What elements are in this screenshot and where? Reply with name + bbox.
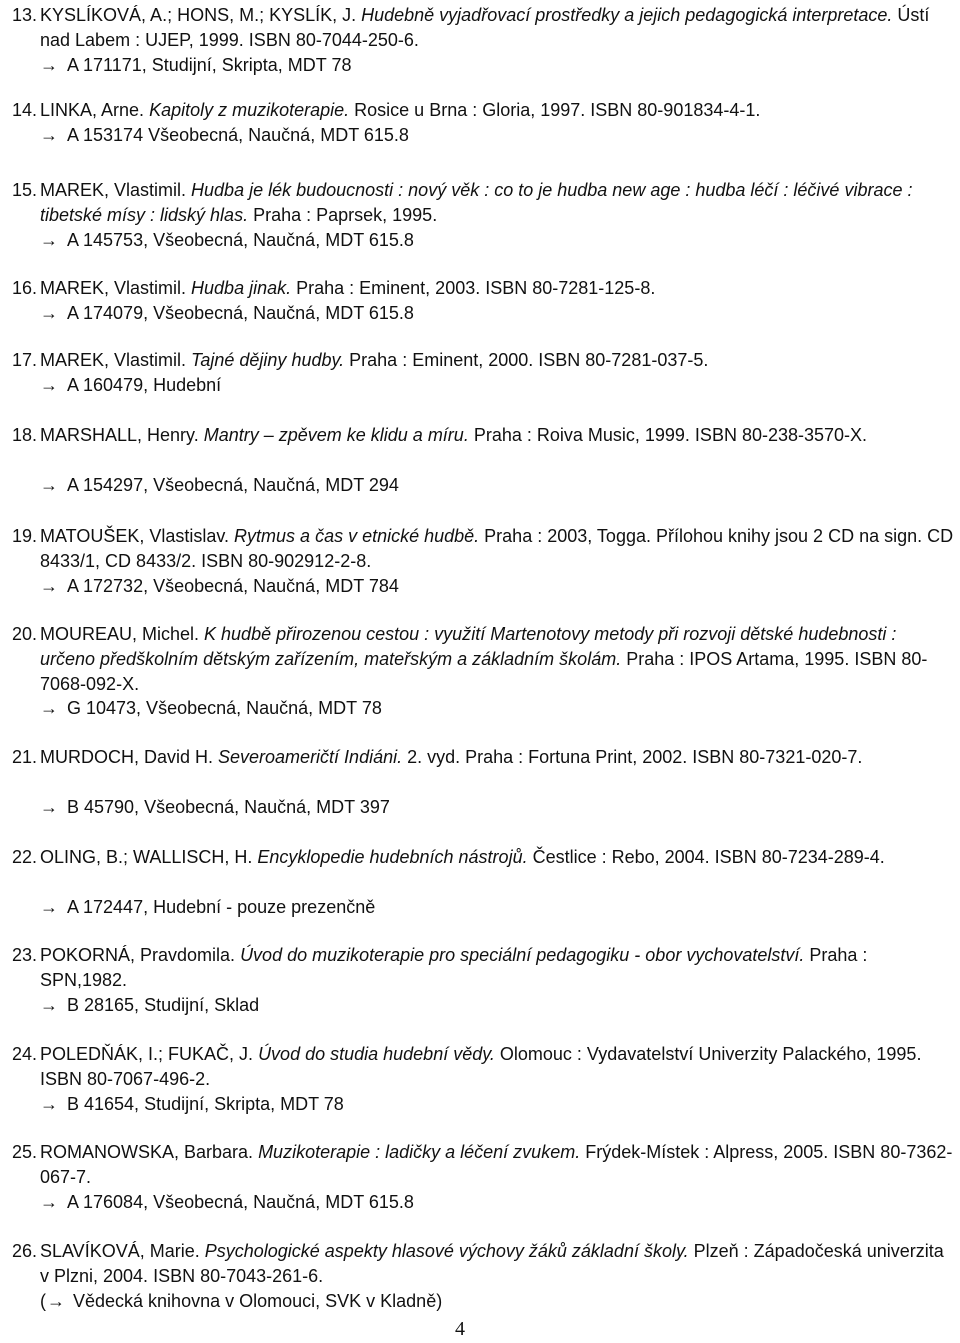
shelf-location bbox=[40, 53, 352, 78]
location-text: Vědecká knihovna v Olomouci, SVK v Kladně) bbox=[73, 1290, 443, 1311]
arrow-icon: → bbox=[40, 896, 58, 917]
arrow-icon: → bbox=[40, 302, 58, 323]
location-text: A 172447, Hudební - pouze prezenčně bbox=[67, 896, 376, 917]
location-text: B 28165, Studijní, Sklad bbox=[67, 994, 260, 1015]
author: MAREK, Vlastimil. bbox=[40, 350, 192, 370]
shelf-location bbox=[40, 993, 259, 1018]
arrow-icon: → bbox=[40, 698, 58, 719]
citation bbox=[40, 178, 954, 228]
citation bbox=[40, 943, 954, 993]
arrow-icon: → bbox=[40, 796, 58, 817]
author: LINKA, Arne. bbox=[40, 100, 150, 120]
publication-info: Čestlice : Rebo, 2004. ISBN 80-7234-289-4. bbox=[527, 847, 885, 867]
arrow-icon: → bbox=[40, 1191, 58, 1212]
author: MATOUŠEK, Vlastislav. bbox=[40, 526, 235, 546]
entry-number: 16. bbox=[12, 278, 38, 298]
shelf-location bbox=[40, 123, 409, 148]
arrow-icon: → bbox=[40, 994, 58, 1015]
author: OLING, B.; WALLISCH, H. bbox=[40, 847, 258, 867]
location-text: A 153174 Všeobecná, Naučná, MDT 615.8 bbox=[67, 124, 409, 145]
citation bbox=[40, 1042, 954, 1092]
author: POKORNÁ, Pravdomila. bbox=[40, 945, 241, 965]
publication-info: Praha : Eminent, 2003. ISBN 80-7281-125-8. bbox=[291, 278, 656, 298]
entry-number: 19. bbox=[12, 526, 38, 546]
shelf-location bbox=[40, 696, 382, 721]
publication-info: Praha : 2003, Togga. Přílohou knihy jsou 2 CD na sign. CD 8433/1, CD 8433/2. ISBN 80-902912-2-8. bbox=[40, 526, 954, 571]
author: MARSHALL, Henry. bbox=[40, 425, 204, 445]
publication-info: Praha : Paprsek, 1995. bbox=[248, 204, 438, 225]
location-text: A 145753, Všeobecná, Naučná, MDT 615.8 bbox=[67, 229, 414, 250]
paren-open: ( bbox=[40, 1290, 46, 1311]
reference-entry-15 bbox=[0, 178, 960, 250]
reference-entry-24 bbox=[0, 1042, 960, 1114]
book-title: Úvod do studia hudební vědy. bbox=[258, 1044, 495, 1064]
author: SLAVÍKOVÁ, Marie. bbox=[40, 1241, 205, 1261]
shelf-location bbox=[40, 574, 399, 599]
author: MOUREAU, Michel. bbox=[40, 624, 205, 644]
entry-number: 22. bbox=[12, 847, 38, 867]
author: MURDOCH, David H. bbox=[40, 747, 219, 767]
shelf-location bbox=[40, 795, 390, 820]
book-title: Severoameričtí Indiáni. bbox=[218, 747, 403, 767]
arrow-icon: → bbox=[40, 374, 58, 395]
entry-number: 21. bbox=[12, 747, 38, 767]
reference-entry-18 bbox=[0, 423, 960, 495]
arrow-icon: → bbox=[40, 1093, 58, 1114]
citation bbox=[40, 348, 954, 373]
author: POLEDŇÁK, I.; FUKAČ, J. bbox=[40, 1044, 259, 1064]
citation bbox=[40, 423, 954, 448]
citation bbox=[40, 276, 954, 301]
reference-entry-26 bbox=[0, 1239, 960, 1311]
citation bbox=[40, 524, 954, 574]
book-title: Úvod do muzikoterapie pro speciální pedagogiku - obor vychovatelství. bbox=[240, 945, 805, 965]
reference-entry-25 bbox=[0, 1140, 960, 1212]
publication-info: Rosice u Brna : Gloria, 1997. ISBN 80-901834-4-1. bbox=[349, 100, 761, 120]
entry-number: 15. bbox=[12, 180, 38, 200]
book-title: Mantry – zpěvem ke klidu a míru. bbox=[203, 425, 469, 445]
reference-entry-13 bbox=[0, 3, 960, 75]
entry-number: 14. bbox=[12, 100, 38, 120]
book-title: Encyklopedie hudebních nástrojů. bbox=[257, 847, 528, 867]
entry-number: 25. bbox=[12, 1142, 38, 1162]
book-title: Hudebně vyjadřovací prostředky a jejich pedagogická interpretace. bbox=[361, 5, 893, 25]
location-text: A 174079, Všeobecná, Naučná, MDT 615.8 bbox=[67, 302, 414, 323]
reference-entry-16 bbox=[0, 276, 960, 323]
publication-info: Praha : IPOS Artama, 1995. ISBN 80-7068-092-X. bbox=[40, 648, 928, 694]
publication-info: Praha : SPN,1982. bbox=[40, 945, 868, 990]
book-title: Psychologické aspekty hlasové výchovy žáků základní školy. bbox=[204, 1241, 689, 1261]
arrow-icon: → bbox=[40, 124, 58, 145]
reference-entry-14 bbox=[0, 98, 960, 145]
author: MAREK, Vlastimil. bbox=[40, 180, 192, 200]
author: ROMANOWSKA, Barbara. bbox=[40, 1142, 259, 1162]
publication-info: Plzeň : Západočeská univerzita v Plzni, 2004. ISBN 80-7043-261-6. bbox=[40, 1241, 944, 1286]
book-title: Hudba jinak. bbox=[191, 278, 292, 298]
citation bbox=[40, 745, 954, 770]
citation bbox=[40, 1239, 954, 1289]
reference-entry-19 bbox=[0, 524, 960, 596]
author: KYSLÍKOVÁ, A.; HONS, M.; KYSLÍK, J. bbox=[40, 5, 362, 25]
citation bbox=[40, 622, 954, 696]
publication-info: Frýdek-Místek : Alpress, 2005. ISBN 80-7362-067-7. bbox=[40, 1142, 953, 1187]
publication-info: 2. vyd. Praha : Fortuna Print, 2002. ISBN 80-7321-020-7. bbox=[402, 747, 863, 767]
location-text: G 10473, Všeobecná, Naučná, MDT 78 bbox=[67, 698, 382, 719]
entry-number: 26. bbox=[12, 1241, 38, 1261]
shelf-location bbox=[40, 1190, 414, 1215]
reference-entry-17 bbox=[0, 348, 960, 395]
entry-number: 24. bbox=[12, 1044, 38, 1064]
entry-number: 20. bbox=[12, 624, 38, 644]
publication-info: Olomouc : Vydavatelství Univerzity Palackého, 1995. ISBN 80-7067-496-2. bbox=[40, 1044, 922, 1089]
publication-info: Ústí nad Labem : UJEP, 1999. ISBN 80-7044-250-6. bbox=[40, 5, 930, 50]
reference-entry-21 bbox=[0, 745, 960, 817]
location-text: B 45790, Všeobecná, Naučná, MDT 397 bbox=[67, 796, 390, 817]
page-number: 4 bbox=[455, 1318, 465, 1340]
reference-entry-20 bbox=[0, 622, 960, 719]
arrow-icon: → bbox=[40, 229, 58, 250]
book-title: Rytmus a čas v etnické hudbě. bbox=[234, 526, 480, 546]
publication-info: Praha : Eminent, 2000. ISBN 80-7281-037-5. bbox=[344, 350, 709, 370]
location-text: B 41654, Studijní, Skripta, MDT 78 bbox=[67, 1093, 344, 1114]
book-title: Muzikoterapie : ladičky a léčení zvukem. bbox=[258, 1142, 581, 1162]
shelf-location bbox=[40, 473, 399, 498]
citation bbox=[40, 3, 954, 53]
publication-info: Praha : Roiva Music, 1999. ISBN 80-238-3570-X. bbox=[468, 425, 868, 445]
book-title: Hudba je lék budoucnosti : nový věk : co to je hudba new age : hudba léčí : léčivé vibrace : tibetské mísy : lidský hlas. bbox=[40, 180, 913, 225]
citation bbox=[40, 98, 954, 123]
entry-number: 13. bbox=[12, 5, 38, 25]
shelf-location bbox=[40, 228, 414, 253]
entry-number: 17. bbox=[12, 350, 38, 370]
shelf-location bbox=[40, 301, 414, 326]
entry-number: 18. bbox=[12, 425, 38, 445]
location-text: A 154297, Všeobecná, Naučná, MDT 294 bbox=[67, 474, 399, 495]
arrow-icon: → bbox=[40, 474, 58, 495]
location-text: A 172732, Všeobecná, Naučná, MDT 784 bbox=[67, 575, 399, 596]
location-text: A 171171, Studijní, Skripta, MDT 78 bbox=[67, 54, 352, 75]
shelf-location bbox=[40, 1092, 344, 1117]
author: MAREK, Vlastimil. bbox=[40, 278, 192, 298]
shelf-location bbox=[40, 895, 375, 920]
entry-number: 23. bbox=[12, 945, 38, 965]
book-title: Kapitoly z muzikoterapie. bbox=[149, 100, 350, 120]
shelf-location bbox=[40, 1289, 442, 1314]
reference-entry-23 bbox=[0, 943, 960, 1015]
reference-entry-22 bbox=[0, 845, 960, 917]
citation bbox=[40, 845, 954, 870]
arrow-icon: → bbox=[40, 575, 58, 596]
location-text: A 160479, Hudební bbox=[67, 374, 222, 395]
citation bbox=[40, 1140, 954, 1190]
arrow-icon: → bbox=[40, 54, 58, 75]
book-title: K hudbě přirozenou cestou : využití Martenotovy metody při rozvoji dětské hudebnosti : určeno předškolním dětským zařízením, mateřským a základním školám. bbox=[40, 624, 897, 669]
arrow-icon: → bbox=[47, 1290, 65, 1311]
shelf-location bbox=[40, 373, 221, 398]
book-title: Tajné dějiny hudby. bbox=[191, 350, 345, 370]
location-text: A 176084, Všeobecná, Naučná, MDT 615.8 bbox=[67, 1191, 414, 1212]
